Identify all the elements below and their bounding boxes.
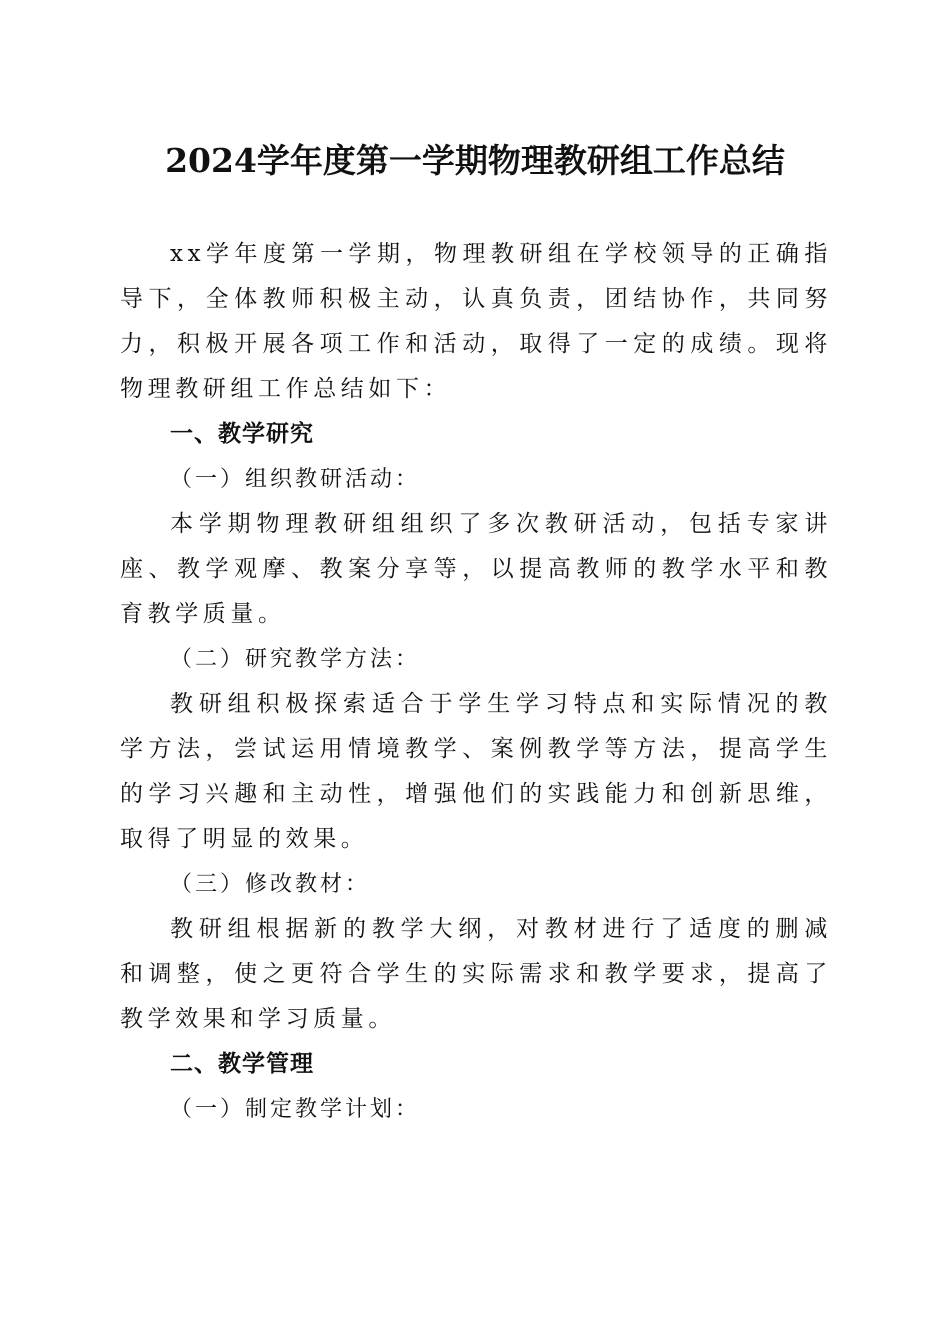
subheading-teaching-plan: （一）制定教学计划：: [170, 1097, 421, 1122]
section-heading-teaching-research: 一、教学研究: [170, 421, 314, 447]
intro-paragraph: xx学年度第一学期，物理教研组在学校领导的正确指导下，全体教师积极主动，认真负责，团结协作，共同努力，积极开展各项工作和活动，取得了一定的成绩。现将物理教研组工作总结如下：: [120, 241, 832, 402]
document-body: [120, 232, 832, 1132]
subheading-revise-materials: （三）修改教材：: [170, 872, 371, 897]
paragraph-organize-activities: 本学期物理教研组组织了多次教研活动，包括专家讲座、教学观摩、教案分享等，以提高教师的教学水平和教育教学质量。: [120, 511, 832, 627]
subheading-research-methods: （二）研究教学方法：: [170, 647, 421, 672]
section-heading-teaching-management: 二、教学管理: [170, 1051, 314, 1077]
paragraph-revise-materials: 教研组根据新的教学大纲，对教材进行了适度的删减和调整，使之更符合学生的实际需求和教学要求，提高了教学效果和学习质量。: [120, 916, 832, 1032]
paragraph-research-methods: 教研组积极探索适合于学生学习特点和实际情况的教学方法，尝试运用情境教学、案例教学等方法，提高学生的学习兴趣和主动性，增强他们的实践能力和创新思维，取得了明显的效果。: [120, 691, 832, 852]
document-title: 2024学年度第一学期物理教研组工作总结: [165, 141, 785, 180]
subheading-organize-activities: （一）组织教研活动：: [170, 467, 421, 492]
